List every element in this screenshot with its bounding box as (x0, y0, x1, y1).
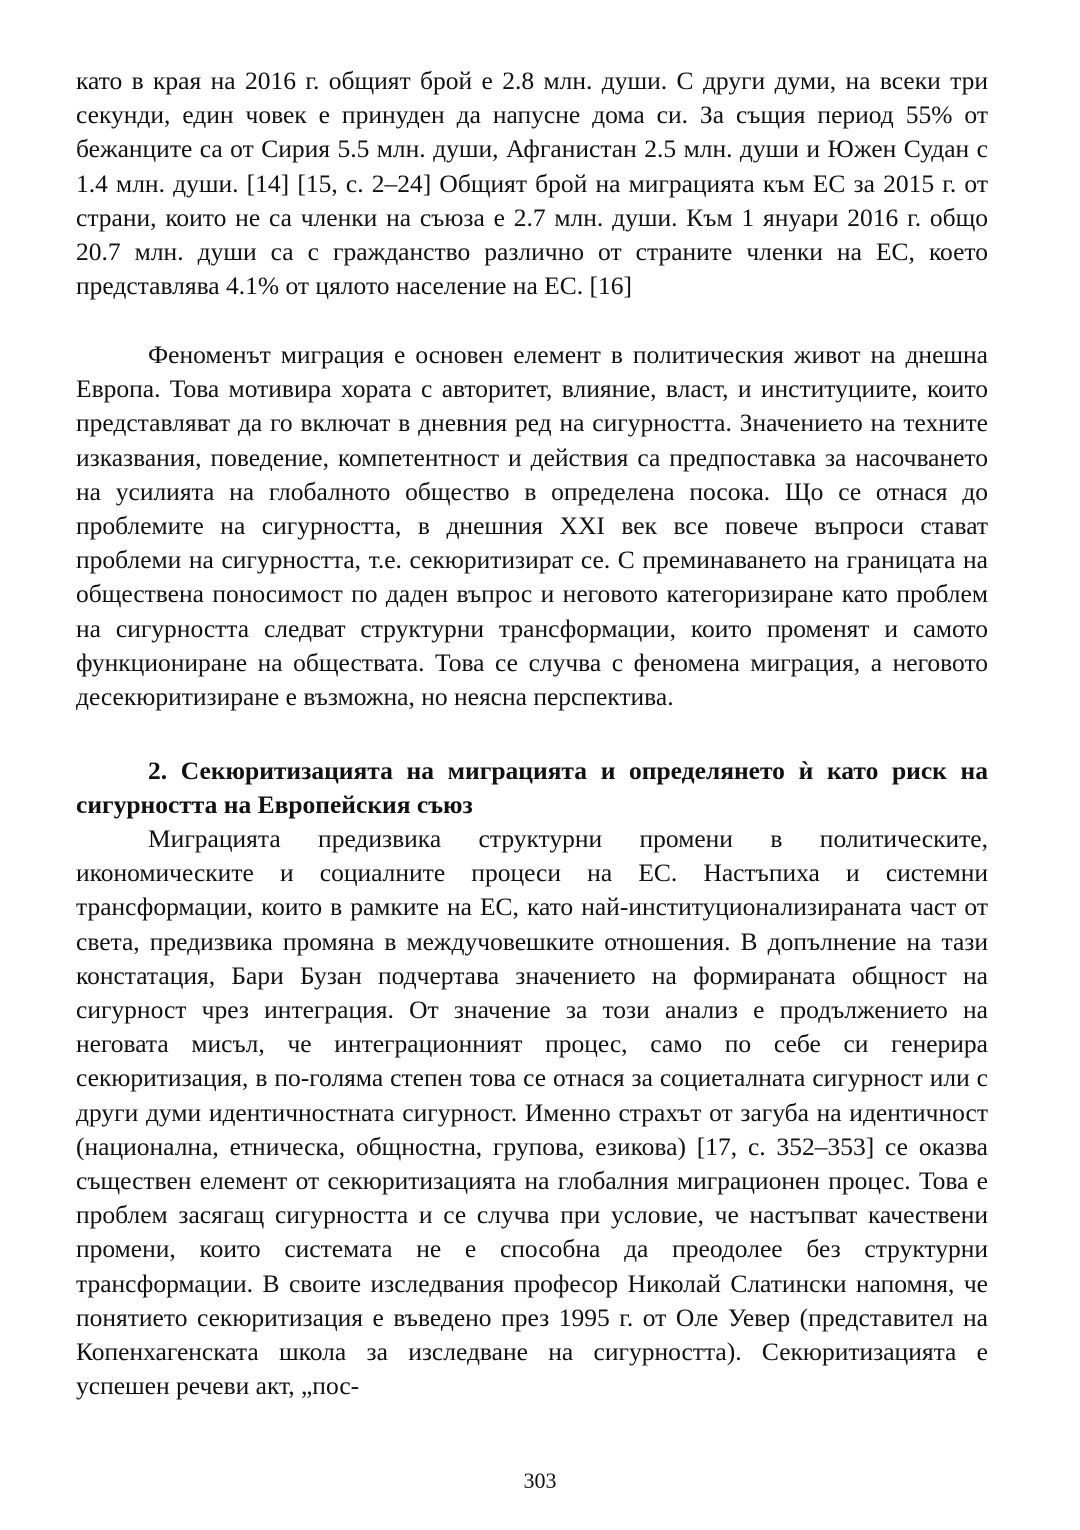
paragraph-continuation (76, 64, 988, 303)
paragraph-2: Феноменът миграция е основен елемент в политическия живот на днешна Европа. Това мотивира хората с авторитет, влияние, власт, и институциите, които представляват да го включат в дневния ред на сигурността. Значението на техните изказвания, поведение, компетентност и действия са предпоставка за насочването на усилията на глобалното общество в определена посока. Що се отнася до проблемите на сигурността, в днешния XXI век все повече въпроси стават проблеми на сигурността, т.е. секюритизират се. С преминаването на границата на обществена поносимост по даден въпрос и неговото категоризиране като проблем на сигурността следват структурни трансформации, които променят и самото функциониране на обществата. Това се случва с феномена миграция, а неговото десекюритизиране е възможна, но неясна перспектива. (76, 340, 988, 712)
paragraph-migration-phenomenon (76, 338, 988, 714)
section-heading: 2. Секюритизацията на миграцията и определянето ѝ като риск на сигурността на Европейския съюз (76, 756, 988, 820)
page-number: 303 (523, 1468, 557, 1493)
section-body (76, 822, 988, 1403)
paragraph-3: Миграцията предизвика структурни промени в политическите, икономическите и социалните процеси на ЕС. Настъпиха и системни трансформации, които в рамките на ЕС, като най-институционализираната част от света, предизвика промяна в междучовешките отношения. В допълнение на тази констатация, Бари Бузан подчертава значението на формираната общност на сигурност чрез интеграция. От значение за този анализ е продължението на неговата мисъл, че интеграционният процес, само по себе си генерира секюритизация, в по-голяма степен това се отнася за социеталната сигурност или с други думи идентичностната сигурност. Именно страхът от загуба на идентичност (национална, етническа, общностна, групова, езикова) [17, с. 352–353] се оказва съществен елемент от секюритизацията на глобалния миграционен процес. Това е проблем засягащ сигурността и се случва при условие, че настъпват качествени промени, които системата не е способна да преодолее без структурни трансформации. В своите изследвания професор Николай Слатински напомня, че понятието секюритизация е въведено през 1995 г. от Оле Уевер (представител на Копенхагенската школа за изследване на сигурността). Секюритизацията е успешен речеви акт, „пос- (76, 824, 988, 1401)
paragraph-1: като в края на 2016 г. общият брой е 2.8 млн. души. С други думи, на всеки три секунди, един човек е принуден да напусне дома си. За същия период 55% от бежанците са от Сирия 5.5 млн. души, Афганистан 2.5 млн. души и Южен Судан с 1.4 млн. души. [14] [15, с. 2–24] Общият брой на миграцията към ЕС за 2015 г. от страни, които не са членки на съюза е 2.7 млн. души. Към 1 януари 2016 г. общо 20.7 млн. души са с гражданство различно от страните членки на ЕС, което представлява 4.1% от цялото население на ЕС. [16] (76, 66, 988, 301)
